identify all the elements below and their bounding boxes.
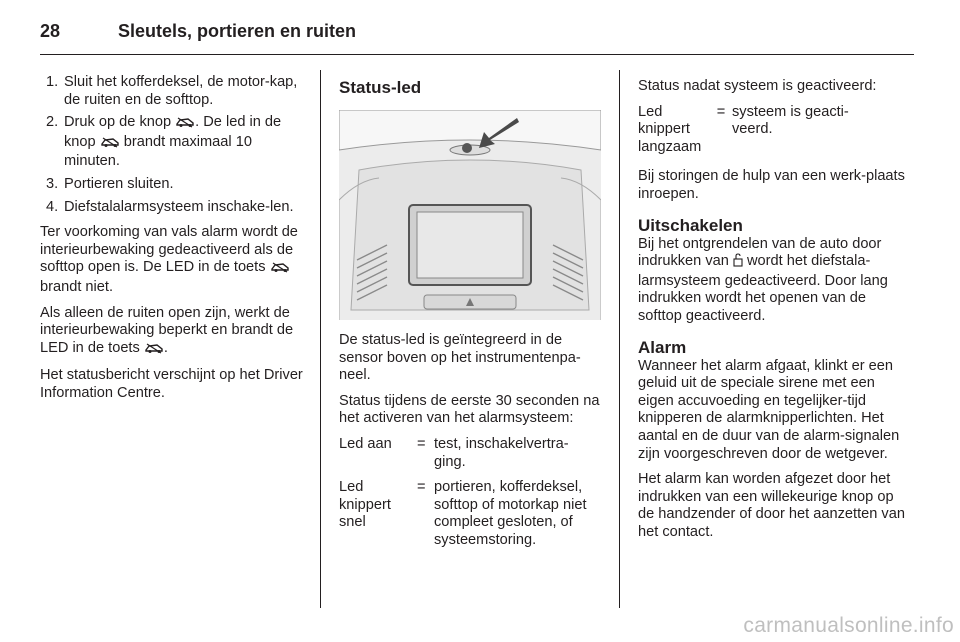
unlock-icon bbox=[733, 253, 743, 273]
paragraph-text: Ter voorkoming van vals alarm wordt de interieurbewaking gedeactiveerd als de softtop open is. De LED in de toets bbox=[40, 224, 298, 276]
uitschakelen-heading: Uitschakelen bbox=[638, 215, 743, 235]
table-row bbox=[638, 104, 882, 157]
table-row bbox=[339, 436, 599, 471]
watermark: carmanualsonline.info bbox=[743, 614, 954, 637]
step-text: brandt maximaal 10 minuten. bbox=[64, 133, 252, 170]
status-table-initial bbox=[339, 436, 599, 550]
step-text: Druk op de knop bbox=[64, 114, 172, 131]
column-1 bbox=[40, 74, 304, 411]
status-value: systeem is geacti-veerd. bbox=[732, 103, 849, 138]
step-1 bbox=[40, 74, 304, 109]
status-value: portieren, kofferdeksel, softtop of motorkap niet compleet gesloten, of systeemstoring. bbox=[434, 479, 587, 548]
alarm-heading: Alarm bbox=[638, 337, 687, 357]
equals-sign: = bbox=[417, 435, 426, 452]
malfunction-paragraph: Bij storingen de hulp van een werk-plaats inroepen. bbox=[638, 168, 905, 202]
column-3 bbox=[638, 78, 906, 549]
paragraph-text: . bbox=[163, 339, 168, 356]
page-number: 28 bbox=[40, 21, 61, 41]
column-divider bbox=[320, 70, 321, 608]
paragraph-text: wordt het diefstala-larmsysteem gedeactiveerd. Door lang indrukken wordt het openen van de softtop geactiveerd. bbox=[638, 253, 888, 324]
header-rule bbox=[40, 54, 914, 55]
step-3 bbox=[40, 176, 304, 194]
column-divider bbox=[619, 70, 620, 608]
step-number: 2. bbox=[46, 114, 59, 131]
status-table-activated bbox=[638, 104, 882, 157]
step-2 bbox=[40, 114, 304, 171]
table-row bbox=[339, 471, 599, 549]
paragraph-windows-open bbox=[40, 305, 304, 360]
step-4 bbox=[40, 199, 304, 217]
dashboard-sensor-illustration bbox=[339, 110, 601, 320]
status-value: test, inschakelvertra-ging. bbox=[434, 435, 569, 470]
step-number: 3. bbox=[46, 175, 59, 192]
alarm-paragraph-2: Het alarm kan worden afgezet door het indrukken van een willekeurige knop op de handzender of door het aanzetten van het contact. bbox=[638, 471, 905, 540]
equals-sign: = bbox=[417, 479, 426, 496]
step-text: Sluit het kofferdeksel, de motor-kap, de ruiten en de softtop. bbox=[64, 74, 298, 108]
step-text: Portieren sluiten. bbox=[64, 175, 174, 192]
column-2 bbox=[339, 78, 603, 562]
status-activated-heading: Status nadat systeem is geactiveerd: bbox=[638, 78, 877, 94]
status-initial-paragraph: Status tijdens de eerste 30 seconden na het activeren van het alarmsysteem: bbox=[339, 392, 600, 427]
step-number: 1. bbox=[46, 74, 59, 90]
paragraph-false-alarm bbox=[40, 224, 304, 296]
step-text: Diefstalalarmsysteem inschake-len. bbox=[64, 198, 294, 215]
paragraph-status-message: Het statusbericht verschijnt op het Driver Information Centre. bbox=[40, 367, 303, 401]
page-title: Sleutels, portieren en ruiten bbox=[118, 21, 357, 41]
car-alarm-icon bbox=[100, 136, 120, 154]
step-number: 4. bbox=[46, 198, 59, 215]
figure-caption: De status-led is geïntegreerd in de sensor boven op het instrumentenpa-neel. bbox=[339, 332, 581, 384]
status-led-heading: Status-led bbox=[339, 78, 422, 97]
status-label: Led aan bbox=[339, 435, 392, 452]
status-label: Led knippert langzaam bbox=[638, 103, 702, 155]
status-label: Led knippert snel bbox=[339, 479, 391, 531]
uitschakelen-paragraph bbox=[638, 236, 906, 326]
equals-sign: = bbox=[716, 103, 726, 120]
step-text: . De led in de knop bbox=[64, 114, 282, 150]
alarm-paragraph-1: Wanneer het alarm afgaat, klinkt er een geluid uit de speciale sirene met een eigen accuvoeding en tegelijker-tijd knipperen de alarmknipperlichten. Het aantal en de duur van de alarm-signalen zijn voorgeschreven door de wetgever. bbox=[638, 357, 900, 462]
paragraph-text: Bij het ontgrendelen van de auto door indrukken van bbox=[638, 235, 882, 270]
paragraph-text: brandt niet. bbox=[40, 278, 114, 295]
car-alarm-icon bbox=[175, 116, 195, 134]
paragraph-text: Als alleen de ruiten open zijn, werkt de interieurbewaking beperkt en brandt de LED in de toets bbox=[40, 304, 294, 356]
car-alarm-icon bbox=[270, 261, 290, 279]
car-alarm-icon bbox=[144, 342, 164, 360]
steps-list bbox=[40, 74, 304, 216]
